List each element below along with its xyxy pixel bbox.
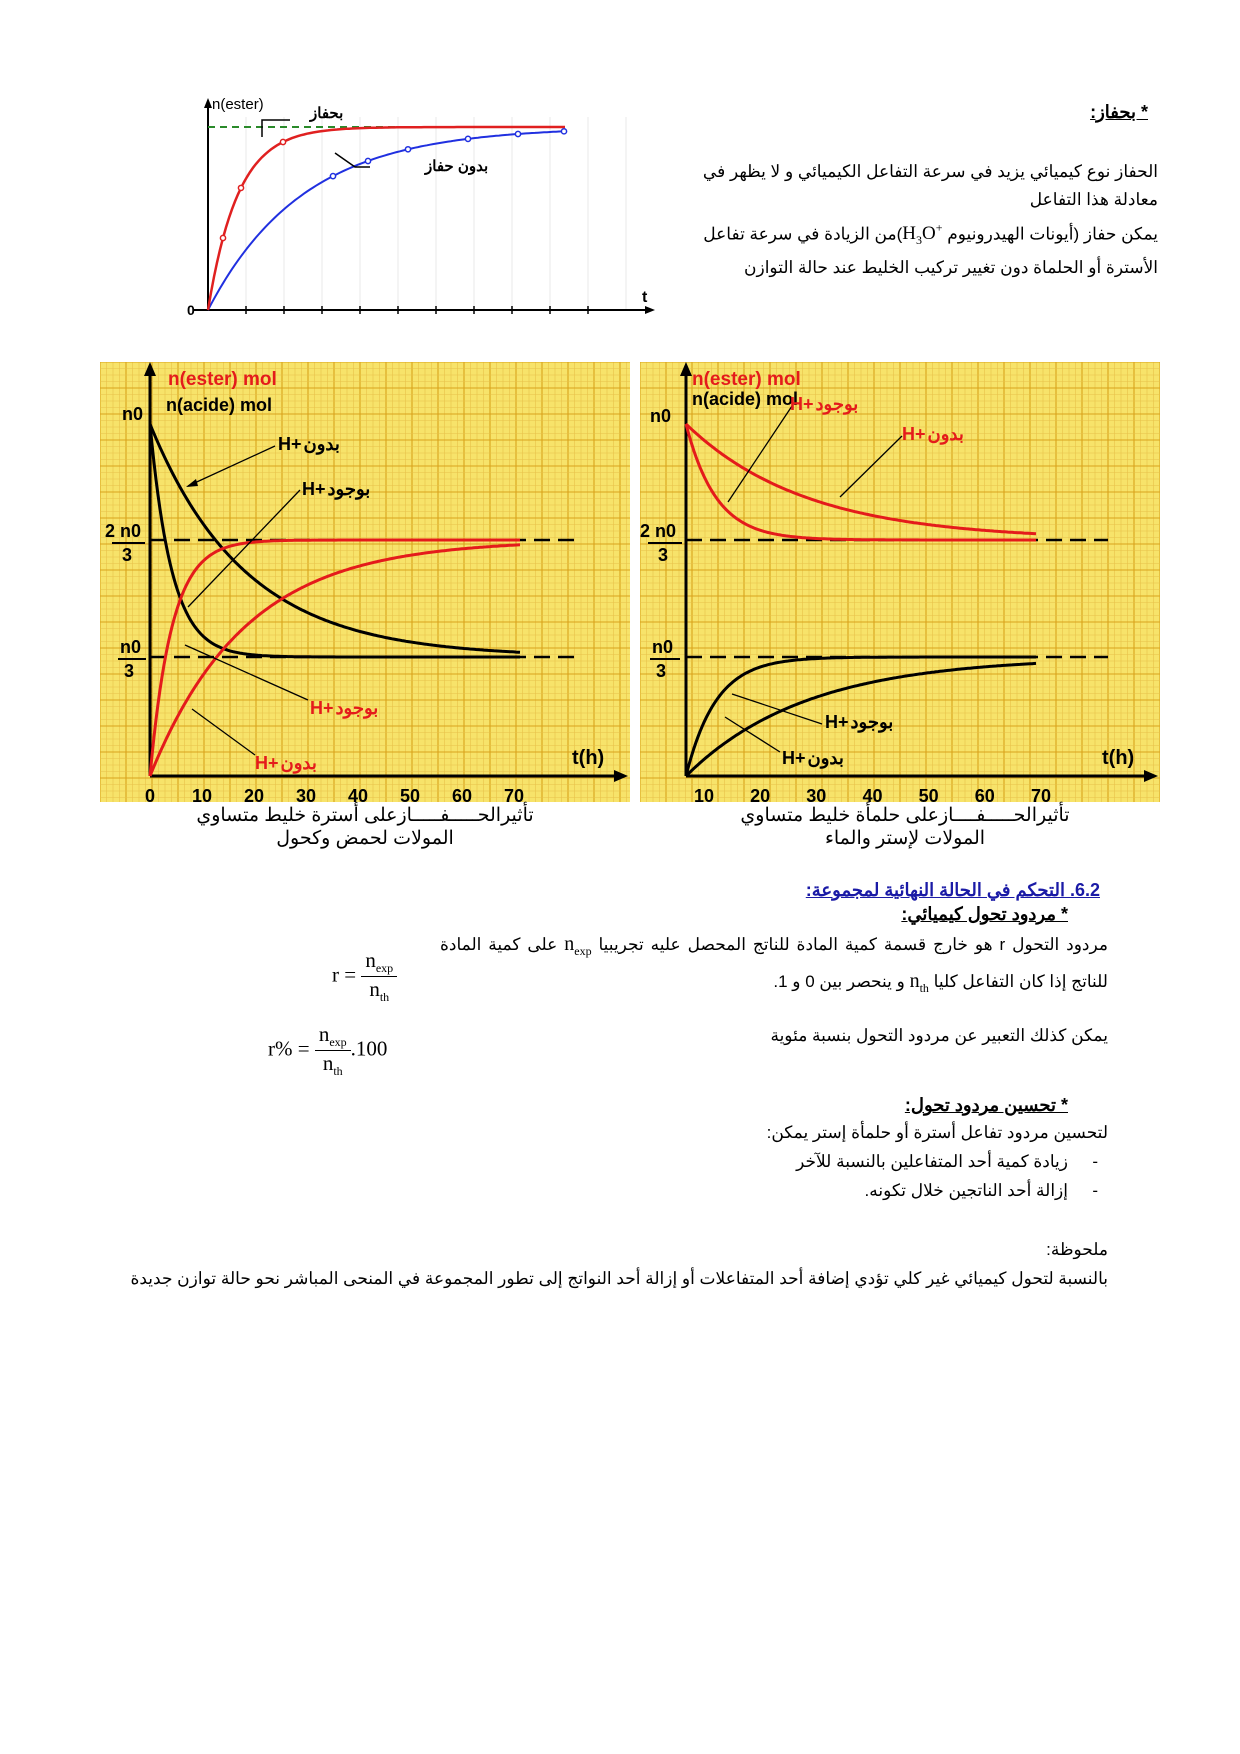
x-tick-label: 0 [144, 786, 156, 802]
label-without-catalyst: بدون حفاز [425, 158, 489, 175]
x-axis-label: t(h) [572, 747, 605, 769]
label-black-with: H+ بوجود [302, 479, 371, 499]
esterification-chart [100, 362, 630, 802]
section-6-2-title: 6.2. التحكم في الحالة النهائية لمجموعة: [805, 880, 1100, 900]
x-tick-label: 70 [503, 786, 525, 802]
one-third-num: n0 [120, 637, 142, 657]
curve-point [561, 129, 566, 134]
catalyst-title: * بحفاز: [1090, 102, 1148, 122]
hydronium-text-a: يمكن حفاز (أيونات الهيدرونيوم [947, 224, 1158, 244]
with-catalyst-pointer [262, 120, 290, 137]
x-tick-label: 40 [862, 786, 883, 802]
x-axis-label: t [642, 289, 648, 306]
hydrolysis-caption [650, 804, 1160, 850]
x-tick-label: 40 [347, 786, 369, 802]
one-third-den: 3 [124, 661, 135, 681]
curve-point [515, 131, 520, 136]
x-tick-label: 50 [918, 786, 939, 802]
x-tick-label: 30 [806, 786, 827, 802]
n0-label: n0 [122, 404, 144, 424]
two-thirds-den: 3 [122, 545, 133, 565]
one-third-num: n0 [652, 637, 674, 657]
caption-line-1: تأثيرالحـــــفـــــازعلى أسترة خليط متساوي [196, 805, 534, 826]
curve-point [238, 185, 243, 190]
y-label-acid: n(acide) mol [692, 389, 799, 409]
x-tick-label: 20 [750, 786, 771, 802]
yield-title: * مردود تحول كيميائي: [901, 904, 1068, 924]
two-thirds-den: 3 [658, 545, 669, 565]
x-tick-label: 60 [451, 786, 473, 802]
label-red-without: H+ بدون [255, 753, 317, 773]
n-exp-symbol: $n_{exp}$ [564, 933, 592, 958]
yield-definition: مردود التحول r هو خارج قسمة كمية المادة للناتج المحصل عليه تجريبيا $n_{exp}$ على كمية المادة للناتج إذا كان التفاعل كليا $n_{th}$ و ينحصر بين 0 و 1. [440, 933, 1108, 995]
improve-yield-section [700, 1095, 1108, 1205]
grid-background [100, 362, 630, 802]
yield-formula: r = $\frac{n_{exp}}{n_{th}}$ [332, 948, 397, 1005]
catalyst-definition: الحفاز نوع كيميائي يزيد في سرعة التفاعل الكيميائي و لا يظهر في معادلة هذا التفاعل [702, 162, 1158, 209]
curve-point [280, 139, 285, 144]
n-th-symbol: $n_{th}$ [909, 970, 929, 995]
label-red-without: H+ بدون [902, 424, 964, 444]
label-with-catalyst: بحفاز [310, 105, 344, 122]
hydronium-ion: $H_3O^+$ [902, 221, 943, 248]
percent-yield-text: يمكن كذلك التعبير عن مردود التحول بنسبة مئوية [770, 1026, 1108, 1045]
list-item: - زيادة كمية أحد المتفاعلين بالنسبة للآخر [700, 1147, 1108, 1176]
label-red-with: H+ بوجود [790, 394, 859, 414]
y-label-acid: n(acide) mol [166, 395, 273, 415]
x-tick-label: 30 [295, 786, 317, 802]
one-third-den: 3 [656, 661, 667, 681]
label-black-without: H+ بدون [782, 748, 844, 768]
caption-line-2: المولات لإستر والماء [824, 828, 986, 849]
note-text: بالنسبة لتحول كيميائي غير كلي تؤدي إضافة أحد المتفاعلات أو إزالة أحد النواتج إلى تطور المجموعة في المنحى المباشر نحو حالة توازن جديدة [130, 1269, 1108, 1288]
percent-yield-formula: r% = $\frac{n_{exp}}{n_{th}}$ .100 [268, 1022, 388, 1079]
label-red-with: H+ بوجود [310, 698, 379, 718]
x-tick-label: 70 [1030, 786, 1051, 802]
label-black-without: H+ بدون [278, 434, 340, 454]
improve-yield-intro: لتحسين مردود تفاعل أسترة أو حلمأة إستر يمكن: [766, 1123, 1108, 1142]
origin-label: 0 [187, 302, 195, 318]
note-section [125, 1235, 1108, 1293]
y-label-ester: n(ester) mol [692, 369, 801, 390]
x-axis-label: t(h) [1102, 747, 1135, 769]
y-label-ester: n(ester) mol [168, 369, 277, 390]
x-tick-label: 10 [191, 786, 213, 802]
x-tick-label: 50 [399, 786, 421, 802]
esterification-caption [110, 804, 620, 850]
curve-point [220, 235, 225, 240]
without-catalyst-pointer [335, 153, 370, 167]
curve-point [465, 136, 470, 141]
curve-point [330, 173, 335, 178]
curve-point [405, 147, 410, 152]
x-tick-label: 60 [974, 786, 995, 802]
improve-yield-list [700, 1147, 1108, 1205]
x-tick-label: 10 [693, 786, 715, 802]
list-item: - إزالة أحد الناتجين خلال تكونه. [700, 1176, 1108, 1205]
improve-yield-title: * تحسين مردود تحول: [904, 1095, 1068, 1115]
label-black-with: H+ بوجود [825, 712, 894, 732]
x-tick-label: 20 [243, 786, 265, 802]
catalyst-section [680, 100, 1158, 282]
two-thirds-num: 2 n0 [640, 521, 677, 541]
caption-line-1: تأثيرالحـــــفــــازعلى حلمأة خليط متساوي [740, 805, 1070, 826]
caption-line-2: المولات لحمض وكحول [276, 828, 454, 849]
catalyst-effect-chart [180, 95, 660, 320]
catalyst-hydronium-paragraph [680, 214, 1158, 282]
section-6-2 [440, 880, 1108, 1050]
hydrolysis-chart [640, 362, 1160, 802]
note-title: ملحوظة: [1046, 1240, 1108, 1259]
n0-label: n0 [650, 406, 672, 426]
hydronium-text-b: )من الزيادة في سرعة تفاعل الأسترة أو الحلماة دون تغيير تركيب الخليط عند حالة التوازن [703, 224, 1158, 278]
y-axis-label: n(ester) [212, 96, 264, 113]
two-thirds-num: 2 n0 [105, 521, 142, 541]
curve-point [365, 158, 370, 163]
